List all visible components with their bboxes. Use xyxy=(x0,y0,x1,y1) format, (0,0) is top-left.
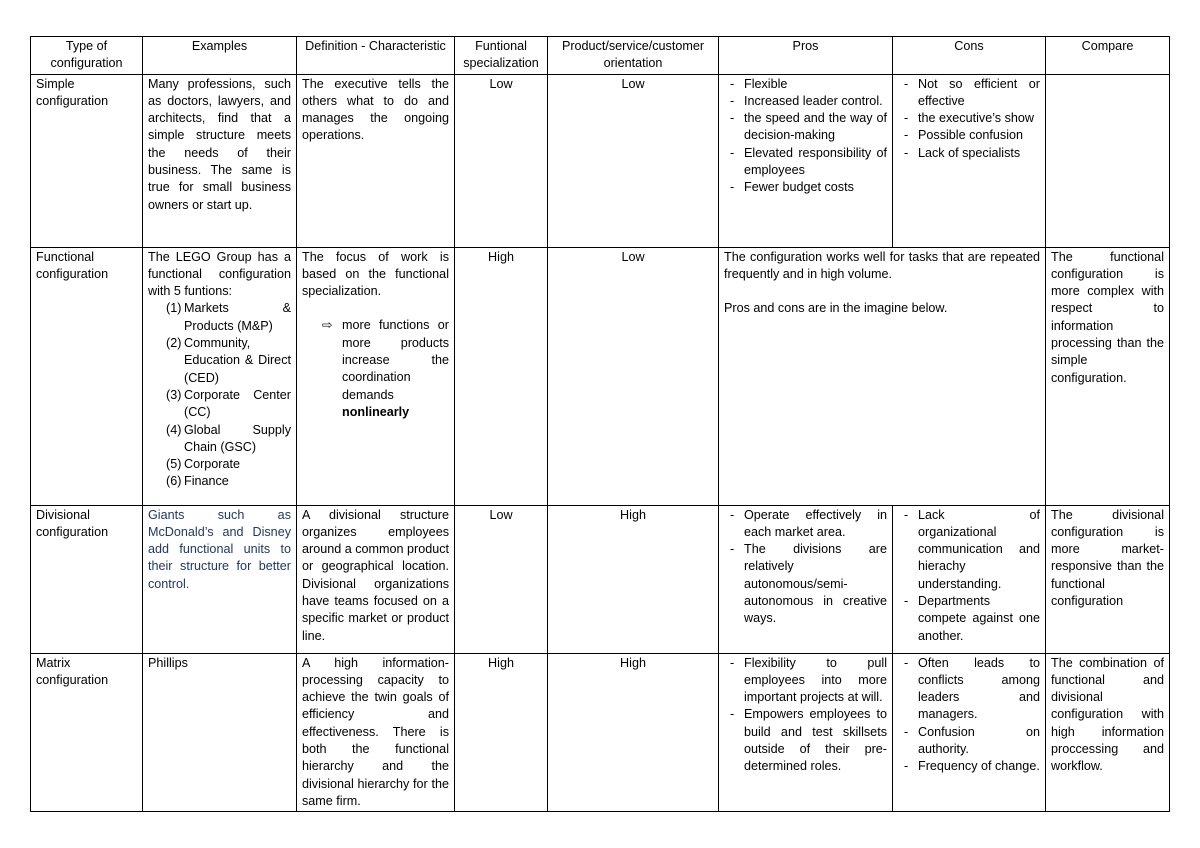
list-item: (1) Markets & Products (M&P) xyxy=(166,301,291,333)
cell-functional: High xyxy=(455,247,548,505)
cons-list xyxy=(898,655,1040,776)
header-cons: Cons xyxy=(893,37,1046,75)
list-item: - The divisions are relatively autonomous/semi-autonomous in creative ways. xyxy=(724,541,887,627)
pros-list xyxy=(724,76,887,197)
list-item: - Empowers employees to build and test skillsets outside of their pre-determined roles. xyxy=(724,706,887,775)
cell-definition: A high information-processing capacity to achieve the twin goals of efficiency and effectiveness. There is both the functional hierarchy and the divisional hierarchy for the same firm. xyxy=(297,653,455,812)
functions-list xyxy=(148,300,291,490)
cell-orientation: High xyxy=(548,653,719,812)
arrow-bold-text: nonlinearly xyxy=(342,404,410,419)
cell-pros xyxy=(719,653,893,812)
pros-cons-note: Pros and cons are in the imagine below. xyxy=(724,301,948,316)
list-item: - Flexible xyxy=(724,76,887,93)
cell-functional: High xyxy=(455,653,548,812)
list-item: - Possible confusion xyxy=(898,127,1040,144)
pros-cons-text: The configuration works well for tasks that are repeated frequently and in high volume. xyxy=(724,249,1040,281)
row-divisional xyxy=(31,505,1170,653)
cell-compare xyxy=(1046,74,1170,247)
cell-type: Divisional configuration xyxy=(31,505,143,653)
pros-list xyxy=(724,655,887,776)
cell-examples: Many professions, such as doctors, lawyers, and architects, find that a simple structure meets the needs of their business. The same is true for small business owners or start up. xyxy=(143,74,297,247)
cell-type: Matrix configuration xyxy=(31,653,143,812)
cons-list xyxy=(898,76,1040,162)
cell-type: Simple configuration xyxy=(31,74,143,247)
cell-compare: The divisional configuration is more market-responsive than the functional configuration xyxy=(1046,505,1170,653)
cell-cons xyxy=(893,74,1046,247)
pros-list xyxy=(724,507,887,628)
list-item: - the speed and the way of decision-making xyxy=(724,110,887,145)
cell-compare: The combination of functional and divisional configuration with high information proccessing and workflow. xyxy=(1046,653,1170,812)
cell-type: Functional configuration xyxy=(31,247,143,505)
list-item: - Fewer budget costs xyxy=(724,179,887,196)
list-item: - Elevated responsibility of employees xyxy=(724,145,887,180)
list-item: - Often leads to conflicts among leaders and managers. xyxy=(898,655,1040,724)
definition-arrow-item xyxy=(302,317,449,421)
cell-cons xyxy=(893,505,1046,653)
definition-text: The focus of work is based on the functional specialization. xyxy=(302,249,449,299)
arrow-right-icon: ⇨ xyxy=(322,318,333,333)
list-item: - the executive’s show xyxy=(898,110,1040,127)
cell-pros xyxy=(719,505,893,653)
list-item: - Not so efficient or effective xyxy=(898,76,1040,111)
cell-orientation: Low xyxy=(548,74,719,247)
arrow-text: more functions or more products increase the coordination demands xyxy=(342,318,449,402)
examples-intro: The LEGO Group has a functional configuration with 5 funtions: xyxy=(148,249,291,299)
header-type: Type of configuration xyxy=(31,37,143,75)
list-item: (5) Corporate xyxy=(166,457,241,472)
list-item: - Lack of organizational communication and hierachy understanding. xyxy=(898,507,1040,593)
list-item: - Lack of specialists xyxy=(898,145,1040,162)
cell-functional: Low xyxy=(455,74,548,247)
list-item: (4) Global Supply Chain (GSC) xyxy=(166,422,291,454)
list-item: - Increased leader control. xyxy=(724,93,887,110)
list-item: (6) Finance xyxy=(166,474,229,489)
cell-compare: The functional configuration is more complex with respect to information processing than the simple configuration. xyxy=(1046,247,1170,505)
header-compare: Compare xyxy=(1046,37,1170,75)
cell-definition xyxy=(297,247,455,505)
header-definition: Definition - Characteristic xyxy=(297,37,455,75)
cell-functional: Low xyxy=(455,505,548,653)
header-functional-specialization: Funtional specialization xyxy=(455,37,548,75)
cell-examples: Phillips xyxy=(143,653,297,812)
header-examples: Examples xyxy=(143,37,297,75)
cell-definition: The executive tells the others what to do and manages the ongoing operations. xyxy=(297,74,455,247)
cell-pros xyxy=(719,74,893,247)
cell-cons xyxy=(893,653,1046,812)
header-row xyxy=(31,37,1170,75)
list-item: - Confusion on authority. xyxy=(898,724,1040,759)
configuration-table xyxy=(30,36,1170,812)
row-functional xyxy=(31,247,1170,505)
header-orientation: Product/service/customer orientation xyxy=(548,37,719,75)
list-item: - Departments compete against one another. xyxy=(898,593,1040,645)
row-matrix xyxy=(31,653,1170,812)
cell-orientation: High xyxy=(548,505,719,653)
cell-pros-cons xyxy=(719,247,1046,505)
cell-examples xyxy=(143,247,297,505)
list-item: (3) Corporate Center (CC) xyxy=(166,387,291,420)
list-item: - Frequency of change. xyxy=(898,758,1040,775)
cell-examples: Giants such as McDonald’s and Disney add functional units to their structure for better control. xyxy=(143,505,297,653)
row-simple xyxy=(31,74,1170,247)
list-item: (2) Community, Education & Direct (CED) xyxy=(166,336,291,385)
list-item: - Operate effectively in each market area. xyxy=(724,507,887,542)
cell-definition: A divisional structure organizes employees around a common product or geographical location. Divisional organizations have teams focused on a specific market or product line. xyxy=(297,505,455,653)
cell-orientation: Low xyxy=(548,247,719,505)
list-item: - Flexibility to pull employees into more important projects at will. xyxy=(724,655,887,707)
header-pros: Pros xyxy=(719,37,893,75)
cons-list xyxy=(898,507,1040,645)
